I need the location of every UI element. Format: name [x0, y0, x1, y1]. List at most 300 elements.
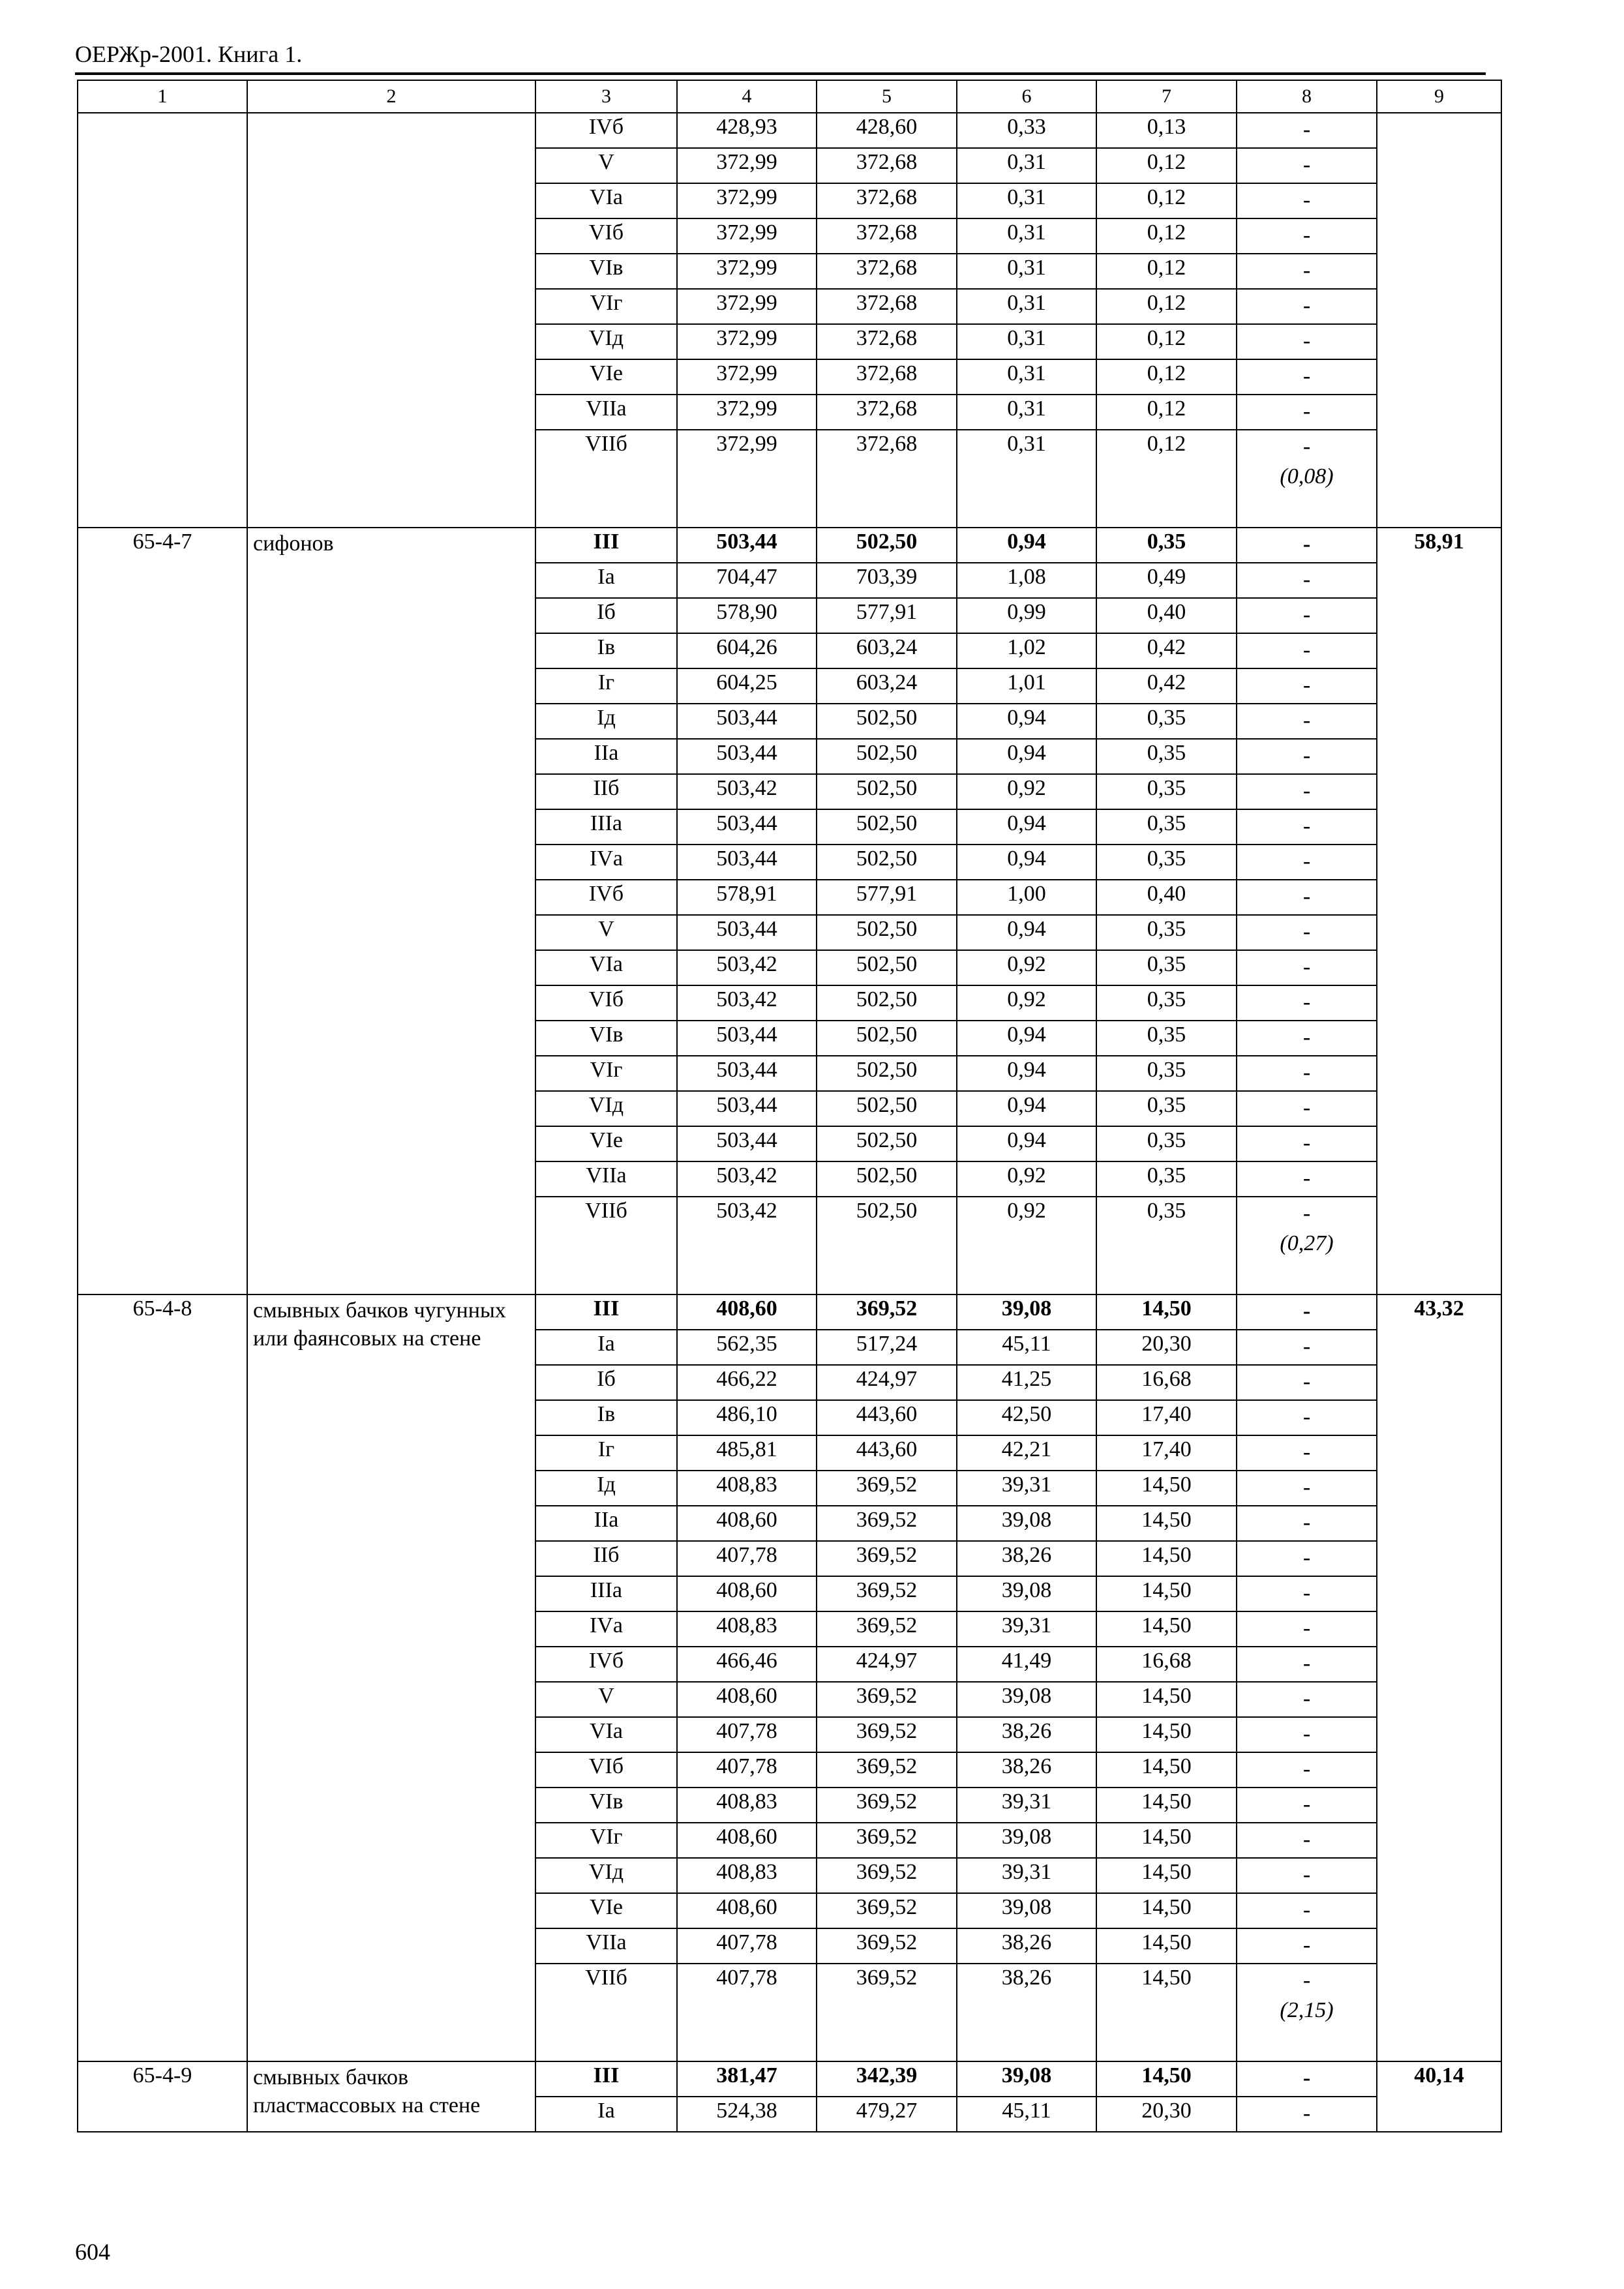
materials-cell [1237, 880, 1377, 915]
zone-code: IVб [535, 880, 677, 915]
total-cost: 578,91 [677, 880, 817, 915]
total-cost: 372,99 [677, 359, 817, 395]
zone-code: VIд [535, 1091, 677, 1126]
materials: - [1302, 673, 1311, 697]
materials: - [1302, 1131, 1311, 1155]
total-cost: 407,78 [677, 1717, 817, 1752]
materials: - [1302, 258, 1311, 282]
wages: 369,52 [817, 1541, 957, 1576]
wages: 502,50 [817, 915, 957, 950]
materials-stack [1237, 1860, 1376, 1890]
total-cost: 372,99 [677, 289, 817, 324]
wages: 443,60 [817, 1400, 957, 1435]
materials-cell [1237, 1823, 1377, 1858]
total-cost: 604,26 [677, 633, 817, 668]
page-number: 604 [75, 2239, 110, 2265]
machinist-wages: 17,40 [1096, 1435, 1237, 1471]
materials-cell [1237, 430, 1377, 528]
total-cost: 408,60 [677, 1576, 817, 1611]
machinist-wages: 0,12 [1096, 359, 1237, 395]
materials: - [1302, 567, 1311, 591]
wages: 502,50 [817, 774, 957, 809]
zone-code: III [535, 1294, 677, 1330]
materials: - [1302, 1201, 1311, 1225]
table-row [78, 113, 1501, 148]
materials-cell [1237, 1365, 1377, 1400]
materials: - [1302, 188, 1311, 212]
materials: - [1302, 1863, 1311, 1887]
machinist-wages: 0,12 [1096, 148, 1237, 183]
machine-cost: 38,26 [957, 1541, 1096, 1576]
table-row [78, 1294, 1501, 1330]
materials-stack [1237, 952, 1376, 982]
total-cost: 524,38 [677, 2097, 817, 2132]
machine-cost: 1,01 [957, 668, 1096, 704]
machine-cost: 1,02 [957, 633, 1096, 668]
materials-cell [1237, 1056, 1377, 1091]
machine-cost: 0,94 [957, 739, 1096, 774]
machinist-wages: 14,50 [1096, 1576, 1237, 1611]
total-cost: 485,81 [677, 1435, 817, 1471]
machine-cost: 39,31 [957, 1858, 1096, 1893]
total-cost: 372,99 [677, 324, 817, 359]
materials: - [1302, 990, 1311, 1014]
machinist-wages: 0,12 [1096, 289, 1237, 324]
machinist-wages: 0,12 [1096, 218, 1237, 254]
materials-stack [1237, 220, 1376, 250]
materials-cell [1237, 1647, 1377, 1682]
machinist-wages: 0,42 [1096, 633, 1237, 668]
zone-code: Iг [535, 668, 677, 704]
wages: 502,50 [817, 739, 957, 774]
total-cost: 372,99 [677, 218, 817, 254]
item-code: 65-4-7 [132, 530, 192, 554]
zone-code: VIд [535, 324, 677, 359]
machine-cost: 0,94 [957, 1126, 1096, 1161]
total-cost: 408,83 [677, 1611, 817, 1647]
zone-code: Iг [535, 1435, 677, 1471]
wages: 424,97 [817, 1365, 957, 1400]
machine-cost: 0,31 [957, 148, 1096, 183]
materials-cell [1237, 218, 1377, 254]
table-body [78, 80, 1501, 2132]
machine-cost: 0,94 [957, 704, 1096, 739]
materials-cell [1237, 704, 1377, 739]
materials-cell [1237, 1928, 1377, 1964]
machinist-wages: 14,50 [1096, 1893, 1237, 1928]
materials-cell [1237, 2061, 1377, 2097]
materials-cell [1237, 359, 1377, 395]
machinist-wages: 0,35 [1096, 1021, 1237, 1056]
zone-code: VIб [535, 985, 677, 1021]
materials: - [1302, 1722, 1311, 1746]
total-cost: 408,83 [677, 1858, 817, 1893]
machinist-wages: 0,35 [1096, 1091, 1237, 1126]
materials-cell [1237, 1752, 1377, 1788]
wages: 502,50 [817, 1126, 957, 1161]
materials-stack [1237, 2099, 1376, 2129]
machinist-wages: 14,50 [1096, 1823, 1237, 1858]
wages: 372,68 [817, 430, 957, 528]
materials-cell [1237, 1294, 1377, 1330]
materials: - [1302, 1025, 1311, 1049]
machine-cost: 0,92 [957, 774, 1096, 809]
materials-stack [1237, 1402, 1376, 1432]
machinist-wages: 0,35 [1096, 845, 1237, 880]
materials-stack [1237, 1437, 1376, 1467]
machine-cost: 39,08 [957, 1506, 1096, 1541]
total-cost: 704,47 [677, 563, 817, 598]
materials-stack [1237, 1613, 1376, 1643]
zone-code: IIа [535, 1506, 677, 1541]
materials: - [1302, 1510, 1311, 1534]
materials: - [1302, 1440, 1311, 1464]
total-cost: 407,78 [677, 1928, 817, 1964]
total-cost: 578,90 [677, 598, 817, 633]
materials: - [1302, 1334, 1311, 1358]
zone-code: VIIа [535, 395, 677, 430]
total-cost: 503,44 [677, 845, 817, 880]
machine-cost: 39,08 [957, 1682, 1096, 1717]
wages: 502,50 [817, 985, 957, 1021]
machinist-wages: 0,35 [1096, 704, 1237, 739]
materials-stack [1237, 811, 1376, 841]
machine-cost: 0,31 [957, 254, 1096, 289]
item-name: сифонов [253, 531, 334, 556]
machinist-wages: 17,40 [1096, 1400, 1237, 1435]
machinist-wages: 16,68 [1096, 1647, 1237, 1682]
zone-code: Iб [535, 598, 677, 633]
machinist-wages: 0,35 [1096, 1126, 1237, 1161]
machine-cost: 0,31 [957, 218, 1096, 254]
materials-cell [1237, 1161, 1377, 1197]
machinist-wages: 14,50 [1096, 1752, 1237, 1788]
machinist-wages: 0,35 [1096, 774, 1237, 809]
machine-cost: 0,94 [957, 1091, 1096, 1126]
wages: 369,52 [817, 1717, 957, 1752]
materials-cell [1237, 1021, 1377, 1056]
machinist-wages: 0,12 [1096, 254, 1237, 289]
machine-cost: 1,00 [957, 880, 1096, 915]
machine-cost: 0,94 [957, 1056, 1096, 1091]
machine-cost: 0,94 [957, 915, 1096, 950]
total-cost: 503,44 [677, 704, 817, 739]
materials: - [1302, 293, 1311, 318]
total-cost: 372,99 [677, 148, 817, 183]
wages: 369,52 [817, 1471, 957, 1506]
materials-stack [1237, 1023, 1376, 1053]
machine-cost: 38,26 [957, 1928, 1096, 1964]
materials-cell [1237, 289, 1377, 324]
zone-code: Iа [535, 2097, 677, 2132]
materials-cell [1237, 809, 1377, 845]
labor-total: 40,14 [1414, 2063, 1464, 2087]
materials-cell [1237, 1126, 1377, 1161]
zone-code: IIб [535, 774, 677, 809]
item-code: 65-4-9 [132, 2063, 192, 2087]
machinist-wages: 14,50 [1096, 1541, 1237, 1576]
materials: - [1302, 1475, 1311, 1499]
materials-stack [1237, 706, 1376, 736]
materials-cell [1237, 395, 1377, 430]
wages: 577,91 [817, 880, 957, 915]
materials-cell [1237, 1400, 1377, 1435]
materials-stack [1237, 1754, 1376, 1784]
column-number-row [78, 80, 1501, 113]
zone-code: VIг [535, 1823, 677, 1858]
machinist-wages: 14,50 [1096, 1471, 1237, 1506]
wages: 603,24 [817, 668, 957, 704]
materials: - [1302, 814, 1311, 838]
materials-cell [1237, 1541, 1377, 1576]
materials-cell [1237, 633, 1377, 668]
machinist-wages: 0,12 [1096, 183, 1237, 218]
zone-code: VIIб [535, 1964, 677, 2061]
zone-code: IIб [535, 1541, 677, 1576]
materials-cell [1237, 1471, 1377, 1506]
total-cost: 381,47 [677, 2061, 817, 2097]
waste-value: (0,08) [1280, 464, 1334, 488]
header-rule [75, 72, 1486, 75]
zone-code: Iб [535, 1365, 677, 1400]
materials-cell [1237, 1717, 1377, 1752]
col-header: 8 [1237, 80, 1377, 113]
machine-cost: 39,08 [957, 1576, 1096, 1611]
total-cost: 372,99 [677, 430, 817, 528]
machine-cost: 0,31 [957, 289, 1096, 324]
materials: - [1302, 1792, 1311, 1816]
materials-stack [1237, 115, 1376, 145]
materials: - [1302, 1369, 1311, 1394]
materials: - [1302, 364, 1311, 388]
wages: 372,68 [817, 148, 957, 183]
zone-code: VIIа [535, 1161, 677, 1197]
materials: - [1302, 1616, 1311, 1640]
materials: - [1302, 603, 1311, 627]
total-cost: 372,99 [677, 183, 817, 218]
machinist-wages: 0,35 [1096, 950, 1237, 985]
materials-cell [1237, 915, 1377, 950]
materials-cell [1237, 183, 1377, 218]
machine-cost: 0,94 [957, 1021, 1096, 1056]
machinist-wages: 0,40 [1096, 880, 1237, 915]
labor-total-cell [1377, 2061, 1501, 2132]
machinist-wages: 0,12 [1096, 430, 1237, 528]
machinist-wages: 0,35 [1096, 985, 1237, 1021]
table-row [78, 528, 1501, 563]
materials-stack [1237, 635, 1376, 665]
materials-cell [1237, 1788, 1377, 1823]
materials-stack [1237, 256, 1376, 286]
machinist-wages: 14,50 [1096, 2061, 1237, 2097]
materials-stack [1237, 1128, 1376, 1158]
materials: - [1302, 1898, 1311, 1922]
total-cost: 408,83 [677, 1471, 817, 1506]
materials-stack [1237, 150, 1376, 180]
total-cost: 407,78 [677, 1964, 817, 2061]
materials-stack [1237, 882, 1376, 912]
machinist-wages: 0,13 [1096, 113, 1237, 148]
wages: 369,52 [817, 1788, 957, 1823]
materials: - [1302, 638, 1311, 662]
zone-code: IVб [535, 1647, 677, 1682]
machine-cost: 0,31 [957, 359, 1096, 395]
materials-stack [1237, 917, 1376, 947]
materials: - [1302, 223, 1311, 247]
machine-cost: 39,31 [957, 1611, 1096, 1647]
materials: - [1302, 1581, 1311, 1605]
col-header: 7 [1096, 80, 1237, 113]
wages: 502,50 [817, 809, 957, 845]
materials: - [1302, 1933, 1311, 1957]
materials: - [1302, 329, 1311, 353]
materials: - [1302, 1546, 1311, 1570]
zone-code: VIIб [535, 1197, 677, 1294]
materials-stack [1237, 1367, 1376, 1397]
labor-total [1377, 113, 1501, 115]
machinist-wages: 14,50 [1096, 1858, 1237, 1893]
item-code-cell [78, 2061, 247, 2132]
machine-cost: 0,92 [957, 985, 1096, 1021]
materials-cell [1237, 845, 1377, 880]
item-name-cell [247, 2061, 535, 2132]
machine-cost: 42,21 [957, 1435, 1096, 1471]
zone-code: VIб [535, 1752, 677, 1788]
materials-cell [1237, 985, 1377, 1021]
total-cost: 503,42 [677, 1197, 817, 1294]
item-code-cell [78, 528, 247, 1294]
zone-code: VIIа [535, 1928, 677, 1964]
machinist-wages: 14,50 [1096, 1294, 1237, 1330]
wages: 369,52 [817, 1576, 957, 1611]
materials-stack [1237, 2063, 1376, 2093]
wages: 428,60 [817, 113, 957, 148]
total-cost: 503,42 [677, 950, 817, 985]
machine-cost: 0,31 [957, 395, 1096, 430]
wages: 424,97 [817, 1647, 957, 1682]
zone-code: VIб [535, 218, 677, 254]
machinist-wages: 14,50 [1096, 1611, 1237, 1647]
total-cost: 407,78 [677, 1752, 817, 1788]
materials-stack [1237, 326, 1376, 356]
machinist-wages: 0,49 [1096, 563, 1237, 598]
zone-code: VIв [535, 254, 677, 289]
machine-cost: 0,92 [957, 1197, 1096, 1294]
total-cost: 503,42 [677, 774, 817, 809]
wages: 502,50 [817, 950, 957, 985]
machinist-wages: 0,12 [1096, 324, 1237, 359]
zone-code: VIIб [535, 430, 677, 528]
total-cost: 408,60 [677, 1823, 817, 1858]
wages: 369,52 [817, 1823, 957, 1858]
machinist-wages: 0,35 [1096, 528, 1237, 563]
total-cost: 372,99 [677, 254, 817, 289]
wages: 502,50 [817, 1161, 957, 1197]
zone-code: VIг [535, 289, 677, 324]
machinist-wages: 16,68 [1096, 1365, 1237, 1400]
materials-stack [1237, 1719, 1376, 1749]
materials: - [1302, 2101, 1311, 2125]
machine-cost: 45,11 [957, 1330, 1096, 1365]
wages: 369,52 [817, 1294, 957, 1330]
materials: - [1302, 1096, 1311, 1120]
wages: 369,52 [817, 1858, 957, 1893]
materials-cell [1237, 1858, 1377, 1893]
price-table [77, 80, 1502, 2132]
wages: 342,39 [817, 2061, 957, 2097]
materials-stack [1237, 846, 1376, 876]
materials-stack [1237, 600, 1376, 630]
materials-cell [1237, 774, 1377, 809]
materials: - [1302, 532, 1311, 556]
total-cost: 407,78 [677, 1541, 817, 1576]
materials-stack [1237, 530, 1376, 560]
materials-cell [1237, 528, 1377, 563]
materials-stack [1237, 1058, 1376, 1088]
materials-cell [1237, 1091, 1377, 1126]
materials-stack [1237, 396, 1376, 426]
wages: 502,50 [817, 1091, 957, 1126]
total-cost: 503,44 [677, 528, 817, 563]
materials-stack [1237, 1296, 1376, 1326]
wages: 443,60 [817, 1435, 957, 1471]
materials-cell [1237, 668, 1377, 704]
zone-code: Iв [535, 633, 677, 668]
materials-cell [1237, 739, 1377, 774]
zone-code: V [535, 148, 677, 183]
col-header: 6 [957, 80, 1096, 113]
materials-stack [1237, 1163, 1376, 1193]
total-cost: 408,83 [677, 1788, 817, 1823]
total-cost: 503,44 [677, 915, 817, 950]
wages: 372,68 [817, 324, 957, 359]
zone-code: VIв [535, 1021, 677, 1056]
machine-cost: 0,31 [957, 183, 1096, 218]
materials: - [1302, 955, 1311, 979]
materials-stack [1237, 1789, 1376, 1819]
labor-total: 43,32 [1414, 1296, 1464, 1321]
total-cost: 466,46 [677, 1647, 817, 1682]
machine-cost: 42,50 [957, 1400, 1096, 1435]
wages: 372,68 [817, 395, 957, 430]
materials: - [1302, 399, 1311, 423]
item-code: 65-4-8 [132, 1296, 192, 1321]
machine-cost: 0,31 [957, 430, 1096, 528]
wages: 372,68 [817, 289, 957, 324]
item-name: смывных бачков чугунных или фаянсовых на стене [253, 1298, 506, 1351]
total-cost: 408,60 [677, 1893, 817, 1928]
wages: 369,52 [817, 1928, 957, 1964]
total-cost: 503,42 [677, 1161, 817, 1197]
materials-stack [1237, 291, 1376, 321]
zone-code: VIе [535, 1893, 677, 1928]
materials-stack [1237, 741, 1376, 771]
machinist-wages: 0,40 [1096, 598, 1237, 633]
materials-stack [1237, 1649, 1376, 1679]
table-row [78, 2061, 1501, 2097]
zone-code: IVа [535, 845, 677, 880]
materials: - [1302, 920, 1311, 944]
wages: 502,50 [817, 1021, 957, 1056]
materials-cell [1237, 1197, 1377, 1294]
machinist-wages: 14,50 [1096, 1717, 1237, 1752]
total-cost: 408,60 [677, 1294, 817, 1330]
zone-code: IVа [535, 1611, 677, 1647]
total-cost: 372,99 [677, 395, 817, 430]
materials-stack [1237, 565, 1376, 595]
col-header: 9 [1377, 80, 1501, 113]
materials: - [1302, 1686, 1311, 1711]
